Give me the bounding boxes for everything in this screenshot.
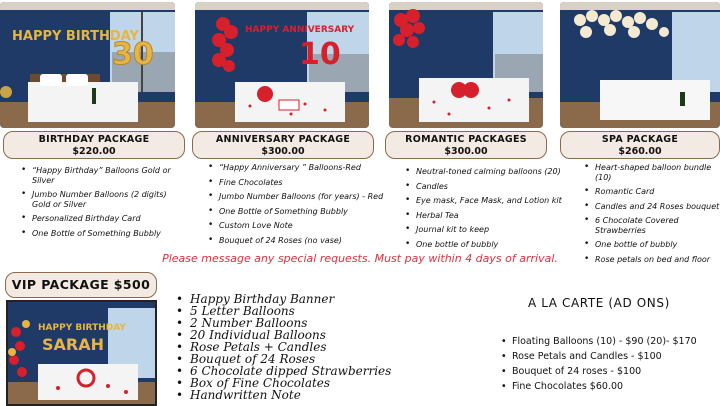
list-item: • Herbal Tea bbox=[416, 211, 582, 221]
vip-balloon-text: HAPPY BIRTHDAY bbox=[38, 323, 126, 333]
vip-package-title: VIP PACKAGE $500 bbox=[5, 272, 157, 298]
list-item: • 6 Chocolate Covered Strawberries bbox=[595, 216, 720, 235]
anniversary-package-header bbox=[192, 131, 374, 159]
a-la-carte-title: A LA CARTE (AD ONS) bbox=[528, 296, 670, 310]
spa-package-header bbox=[560, 131, 720, 159]
list-item: • 5 Letter Balloons bbox=[190, 305, 391, 317]
list-item: • One bottle of bubbly bbox=[595, 240, 720, 250]
romantic-package-name: ROMANTIC PACKAGES bbox=[405, 134, 527, 145]
list-item: • Fine Chocolates $60.00 bbox=[512, 379, 697, 394]
list-item: • Heart-shaped balloon bundle (10) bbox=[595, 163, 720, 182]
anniversary-package-price: $300.00 bbox=[261, 146, 305, 157]
spa-package-name: SPA PACKAGE bbox=[601, 134, 679, 145]
romantic-package-price: $300.00 bbox=[444, 146, 488, 157]
birthday-package-photo bbox=[0, 2, 175, 128]
anniversary-balloon-text: HAPPY ANNIVERSARY bbox=[245, 25, 355, 35]
list-item: • Romantic Card bbox=[595, 187, 720, 197]
spa-package-photo bbox=[560, 2, 720, 128]
list-item: • Rose Petals + Candles bbox=[190, 341, 391, 353]
birthday-package-name: BIRTHDAY PACKAGE bbox=[38, 134, 150, 145]
list-item: • Box of Fine Chocolates bbox=[190, 377, 391, 389]
list-item: • “Happy Birthday” Balloons Gold or Silver bbox=[32, 166, 182, 185]
list-item: • Candles and 24 Roses bouquet bbox=[595, 202, 720, 212]
list-item: • Eye mask, Face Mask, and Lotion kit bbox=[416, 196, 582, 206]
list-item: • Rose Petals and Candles - $100 bbox=[512, 349, 697, 364]
special-requests-notice: Please message any special requests. Must pay within 4 days of arrival. bbox=[162, 252, 558, 265]
list-item: • Floating Balloons (10) - $90 (20)- $170 bbox=[512, 334, 697, 349]
list-item: • Bouquet of 24 roses - $100 bbox=[512, 364, 697, 379]
list-item: • 6 Chocolate dipped Strawberries bbox=[190, 365, 391, 377]
list-item: • One Bottle of Something Bubbly bbox=[219, 207, 399, 217]
list-item: • Jumbo Number Balloons (2 digits) Gold or Silver bbox=[32, 190, 182, 209]
list-item: • One Bottle of Something Bubbly bbox=[32, 229, 182, 239]
list-item: • Neutral-toned calming balloons (20) bbox=[416, 167, 582, 177]
vip-feature-list bbox=[190, 293, 391, 401]
list-item: • 20 Individual Balloons bbox=[190, 329, 391, 341]
birthday-feature-list bbox=[20, 166, 182, 243]
list-item: • Bouquet of 24 Roses bbox=[190, 353, 391, 365]
list-item: • Journal kit to keep bbox=[416, 225, 582, 235]
anniversary-package-name: ANNIVERSARY PACKAGE bbox=[215, 134, 351, 145]
list-item: • Happy Birthday Banner bbox=[190, 293, 391, 305]
list-item: • 2 Number Balloons bbox=[190, 317, 391, 329]
spa-package-price: $260.00 bbox=[618, 146, 662, 157]
anniversary-package-photo bbox=[195, 2, 369, 128]
birthday-number-balloons: 30 bbox=[112, 37, 154, 72]
list-item: • Bouquet of 24 Roses (no vase) bbox=[219, 236, 399, 246]
list-item: • Rose petals on bed and floor bbox=[595, 255, 720, 265]
list-item: • Personalized Birthday Card bbox=[32, 214, 182, 224]
list-item: • Fine Chocolates bbox=[219, 178, 399, 188]
list-item: • Handwritten Note bbox=[190, 389, 391, 401]
a-la-carte-list bbox=[512, 334, 697, 394]
birthday-balloon-text-1: HAPPY BIRTHDAY bbox=[12, 29, 139, 44]
anniversary-feature-list bbox=[207, 163, 399, 250]
vip-name-balloons: SARAH bbox=[42, 335, 104, 354]
anniversary-number-balloons: 10 bbox=[299, 37, 341, 72]
romantic-package-header bbox=[385, 131, 547, 159]
list-item: • Candles bbox=[416, 182, 582, 192]
birthday-package-header bbox=[3, 131, 185, 159]
birthday-package-price: $220.00 bbox=[72, 146, 116, 157]
vip-package-photo bbox=[6, 300, 157, 406]
list-item: • Jumbo Number Balloons (for years) - Red bbox=[219, 192, 399, 202]
list-item: • Custom Love Note bbox=[219, 221, 399, 231]
list-item: • One bottle of bubbly bbox=[416, 240, 582, 250]
romantic-feature-list bbox=[404, 167, 582, 254]
romantic-package-photo bbox=[389, 2, 543, 128]
list-item: • “Happy Anniversary ” Balloons-Red bbox=[219, 163, 399, 173]
